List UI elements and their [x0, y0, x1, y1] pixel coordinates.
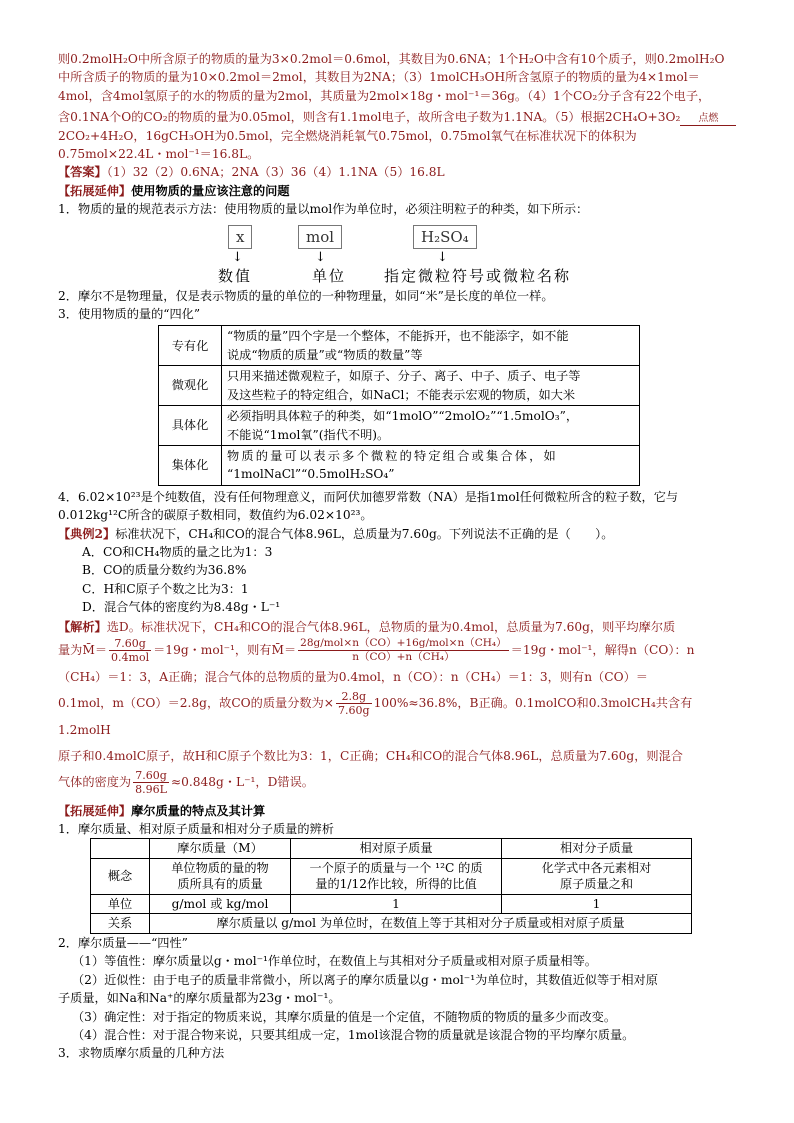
fraction-denominator: 0.4mol: [111, 650, 150, 664]
paragraph: 2．摩尔不是物理量，仅是表示物质的量的单位的一种物理量，如同“米”是长度的单位一样。: [58, 288, 554, 303]
table-cell: [150, 858, 291, 894]
table-cell-head: 微观化: [159, 366, 222, 406]
paragraph: 1．摩尔质量、相对原子质量和相对分子质量的辨析: [58, 821, 334, 836]
down-arrow-icon: ↓: [437, 249, 448, 265]
option-b: B．CO的质量分数约为36.8%: [82, 563, 247, 578]
option-d: D．混合气体的密度约为8.48g・L⁻¹: [82, 600, 281, 615]
paragraph: 3．使用物质的量的“四化”: [58, 307, 201, 322]
cell-line: 原子质量之和: [559, 877, 634, 892]
cell-line: 单位物质的量的物: [171, 860, 269, 875]
table-cell: 1: [291, 894, 502, 914]
analysis-line: [58, 769, 738, 796]
solution-text: 含0.1NA个O的CO₂的物质的量为0.05mol，则含有1.1mol电子，故所含电子数为1.1NA。（5）根据2CH₄O+3O₂: [58, 110, 681, 125]
fraction-denominator: n（CO）+n（CH₄）: [352, 650, 455, 663]
cell-line: 物质的量可以表示多个微粒的特定组合或集合体，如: [227, 448, 558, 463]
cell-line: 不能说“1mol氧”(指代不明)。: [227, 427, 390, 442]
molar-mass-table: [90, 838, 692, 934]
fraction-numerator: 2.8g: [336, 690, 372, 704]
table-cell: [222, 326, 640, 366]
analysis-text: 量为M̄＝: [58, 642, 108, 657]
analysis-line: 原子和0.4molC原子，故H和C原子个数比为3：1，C正确；CH₄和CO的混合气体8.96L，总质量为7.60g，则混合: [58, 748, 683, 763]
answer-tag: 【答案】: [58, 165, 107, 180]
analysis-line: （CH₄）＝1：3，A正确；混合气体的总物质的量为0.4mol，n（CO）：n（CH₄）＝1：3，则有n（CO）＝: [58, 669, 648, 684]
example-tag: 【典例2】: [58, 526, 116, 541]
table-row: [159, 445, 640, 485]
cell-line: 化学式中各元素相对: [541, 860, 652, 875]
cell-line: 一个原子的质量与一个 ¹²C 的质: [309, 860, 483, 875]
table-row: [159, 326, 640, 366]
table-cell-head: 关系: [91, 914, 150, 934]
analysis-line: [58, 637, 738, 664]
unit-label: 单位: [312, 266, 347, 285]
cell-line: “1molNaCl”“0.5molH₂SO₄”: [227, 467, 395, 482]
table-row: [91, 894, 692, 914]
analysis-text: 0.1mol，m（CO）＝2.8g，故CO的质量分数为×: [58, 695, 335, 710]
table-header: [91, 839, 150, 859]
cell-line: 说成“物质的质量”或“物质的数量”等: [227, 347, 423, 362]
table-header: 相对分子质量: [502, 839, 692, 859]
section-tag: 【拓展延伸】: [58, 803, 132, 818]
table-cell: 摩尔质量以 g/mol 为单位时，在数值上等于其相对分子质量或相对原子质量: [150, 914, 692, 934]
four-aspects-table: [158, 325, 640, 485]
cell-line: 质所具有的质量: [177, 877, 263, 892]
paragraph: 3．求物质摩尔质量的几种方法: [58, 1046, 225, 1061]
value-box: x: [228, 225, 252, 249]
fraction-denominator: 7.60g: [338, 703, 370, 717]
fraction: [133, 769, 169, 796]
table-cell: [222, 445, 640, 485]
property-line: （1）等值性：摩尔质量以g・mol⁻¹作单位时，在数值上与其相对分子质量或相对原子质量相等。: [72, 954, 597, 969]
solution-line: 中所含质子的物质的量为10×0.2mol＝2mol，其数目为2NA；（3）1molCH₃OH所含氢原子的物质的量为4×1mol＝: [58, 70, 700, 85]
analysis-text: 气体的密度为: [58, 774, 132, 789]
paragraph: 4．6.02×10²³是个纯数值，没有任何物理意义，而阿伏加德罗常数（NA）是指1mol任何微粒所含的粒子数，它与: [58, 489, 679, 504]
solution-line: 0.75mol×22.4L・mol⁻¹＝16.8L。: [58, 147, 260, 162]
table-cell: [222, 406, 640, 446]
particle-box: H₂SO₄: [413, 225, 477, 249]
option-a: A．CO和CH₄物质的量之比为1：3: [82, 544, 273, 559]
solution-line: [58, 108, 738, 126]
solution-line: 则0.2molH₂O中所含原子的物质的量为3×0.2mol＝0.6mol，其数目为0.6NA；1个H₂O中含有10个质子，则0.2molH₂O: [58, 52, 725, 66]
table-cell: g/mol 或 kg/mol: [150, 894, 291, 914]
table-cell-head: 专有化: [159, 326, 222, 366]
solution-block: [58, 50, 738, 163]
table-cell: [222, 366, 640, 406]
cell-line: 量的1/12作比较，所得的比值: [315, 877, 477, 892]
table-cell-head: 单位: [91, 894, 150, 914]
table-header: 摩尔质量（M）: [150, 839, 291, 859]
paragraph: 1．物质的量的规范表示方法：使用物质的量以mol作为单位时，必须注明粒子的种类，如下所示：: [58, 202, 589, 217]
cell-line: “物质的量”四个字是一个整体，不能拆开，也不能添字，如不能: [227, 329, 569, 344]
section-title: 使用物质的量应该注意的问题: [131, 183, 290, 198]
fraction: [298, 637, 508, 664]
table-cell: 1: [502, 894, 692, 914]
table-cell-head: 概念: [91, 858, 150, 894]
analysis-text: ＝19g・mol⁻¹，则有M̄＝: [153, 642, 297, 657]
property-line: （4）混合性：对于混合物来说，只要其组成一定，1mol该混合物的质量就是该混合物的平均摩尔质量。: [72, 1027, 635, 1042]
analysis-block: [58, 617, 738, 796]
fraction-numerator: 28g/mol×n（CO）+16g/mol×n（CH₄）: [300, 636, 507, 649]
fraction-numerator: 7.60g: [133, 769, 169, 783]
section-heading: [58, 802, 738, 820]
analysis-text: 100%≈36.8%，B正确。0.1molCO和0.3molCH₄共含有1.2molH: [58, 695, 693, 737]
table-row: [91, 858, 692, 894]
property-line: 子质量，如Na和Na⁺的摩尔质量都为23g・mol⁻¹。: [58, 991, 341, 1006]
section-title: 摩尔质量的特点及其计算: [131, 803, 266, 818]
particle-label: 指定微粒符号或微粒名称: [384, 266, 572, 285]
answer-text: （1）32（2）0.6NA；2NA（3）36（4）1.1NA（5）16.8L: [106, 165, 445, 180]
section-tag: 【拓展延伸】: [58, 183, 132, 198]
fraction-numerator: 7.60g: [109, 637, 151, 651]
table-cell-head: 集体化: [159, 445, 222, 485]
option-c: C．H和C原子个数之比为3：1: [82, 581, 249, 596]
unit-box: mol: [298, 225, 342, 249]
table-cell-head: 具体化: [159, 406, 222, 446]
table-cell: [502, 858, 692, 894]
example-stem: [58, 525, 738, 543]
analysis-tag: 【解析】: [58, 619, 107, 634]
analysis-text: 选D。标准状况下，CH₄和CO的混合气体8.96L，总物质的量为0.4mol，总质量为7.60g，则平均摩尔质: [106, 619, 676, 634]
table-row: [159, 406, 640, 446]
table-row: [91, 914, 692, 934]
section-heading: [58, 182, 738, 200]
reaction-condition: 点燃: [698, 113, 719, 125]
fraction: [336, 690, 372, 717]
cell-line: 必须指明具体粒子的种类，如“1molO”“2molO₂”“1.5molO₃”，: [227, 409, 579, 424]
table-header-row: [91, 839, 692, 859]
arrow-line: [680, 125, 736, 126]
document-page: [58, 50, 738, 1063]
property-line: （2）近似性：由于电子的质量非常微小，所以离子的摩尔质量以g・mol⁻¹为单位时，其数值近似等于相对原: [72, 972, 658, 987]
answer-line: [58, 163, 738, 181]
fraction: [109, 637, 151, 664]
fraction-denominator: 8.96L: [135, 782, 167, 796]
analysis-line: [58, 690, 738, 743]
cell-line: 只用来描述微观粒子，如原子、分子、离子、中子、质子、电子等: [227, 369, 581, 384]
paragraph: 0.012kg¹²C所含的碳原子数相同，数值约为6.02×10²³。: [58, 508, 373, 523]
analysis-text: ≈0.848g・L⁻¹，D错误。: [170, 774, 314, 789]
analysis-text: ＝19g・mol⁻¹，解得n（CO）：n: [510, 642, 695, 657]
table-header: 相对原子质量: [291, 839, 502, 859]
value-label: 数值: [218, 266, 253, 285]
notation-diagram: [58, 225, 738, 283]
reaction-arrow: [680, 114, 736, 126]
down-arrow-icon: ↓: [232, 249, 243, 265]
paragraph: 2．摩尔质量——“四性”: [58, 935, 188, 950]
example-text: 标准状况下，CH₄和CO的混合气体8.96L，总质量为7.60g。下列说法不正确的是（ ）。: [115, 526, 614, 541]
solution-line: 4mol，含4mol氢原子的水的物质的量为2mol，其质量为2mol×18g・mol⁻¹＝36g。（4）1个CO₂分子含有22个电子，: [58, 88, 711, 103]
down-arrow-icon: ↓: [315, 249, 326, 265]
property-line: （3）确定性：对于指定的物质来说，其摩尔质量的值是一个定值，不随物质的物质的量多少而改变。: [72, 1009, 617, 1024]
solution-line: 2CO₂+4H₂O，16gCH₃OH为0.5mol，完全燃烧消耗氧气0.75mol，0.75mol氧气在标准状况下的体积为: [58, 128, 637, 143]
table-cell: [291, 858, 502, 894]
analysis-line: [58, 617, 738, 637]
table-row: [159, 366, 640, 406]
cell-line: 及这些粒子的特定组合，如NaCl；不能表示宏观的物质，如大米: [227, 387, 576, 402]
